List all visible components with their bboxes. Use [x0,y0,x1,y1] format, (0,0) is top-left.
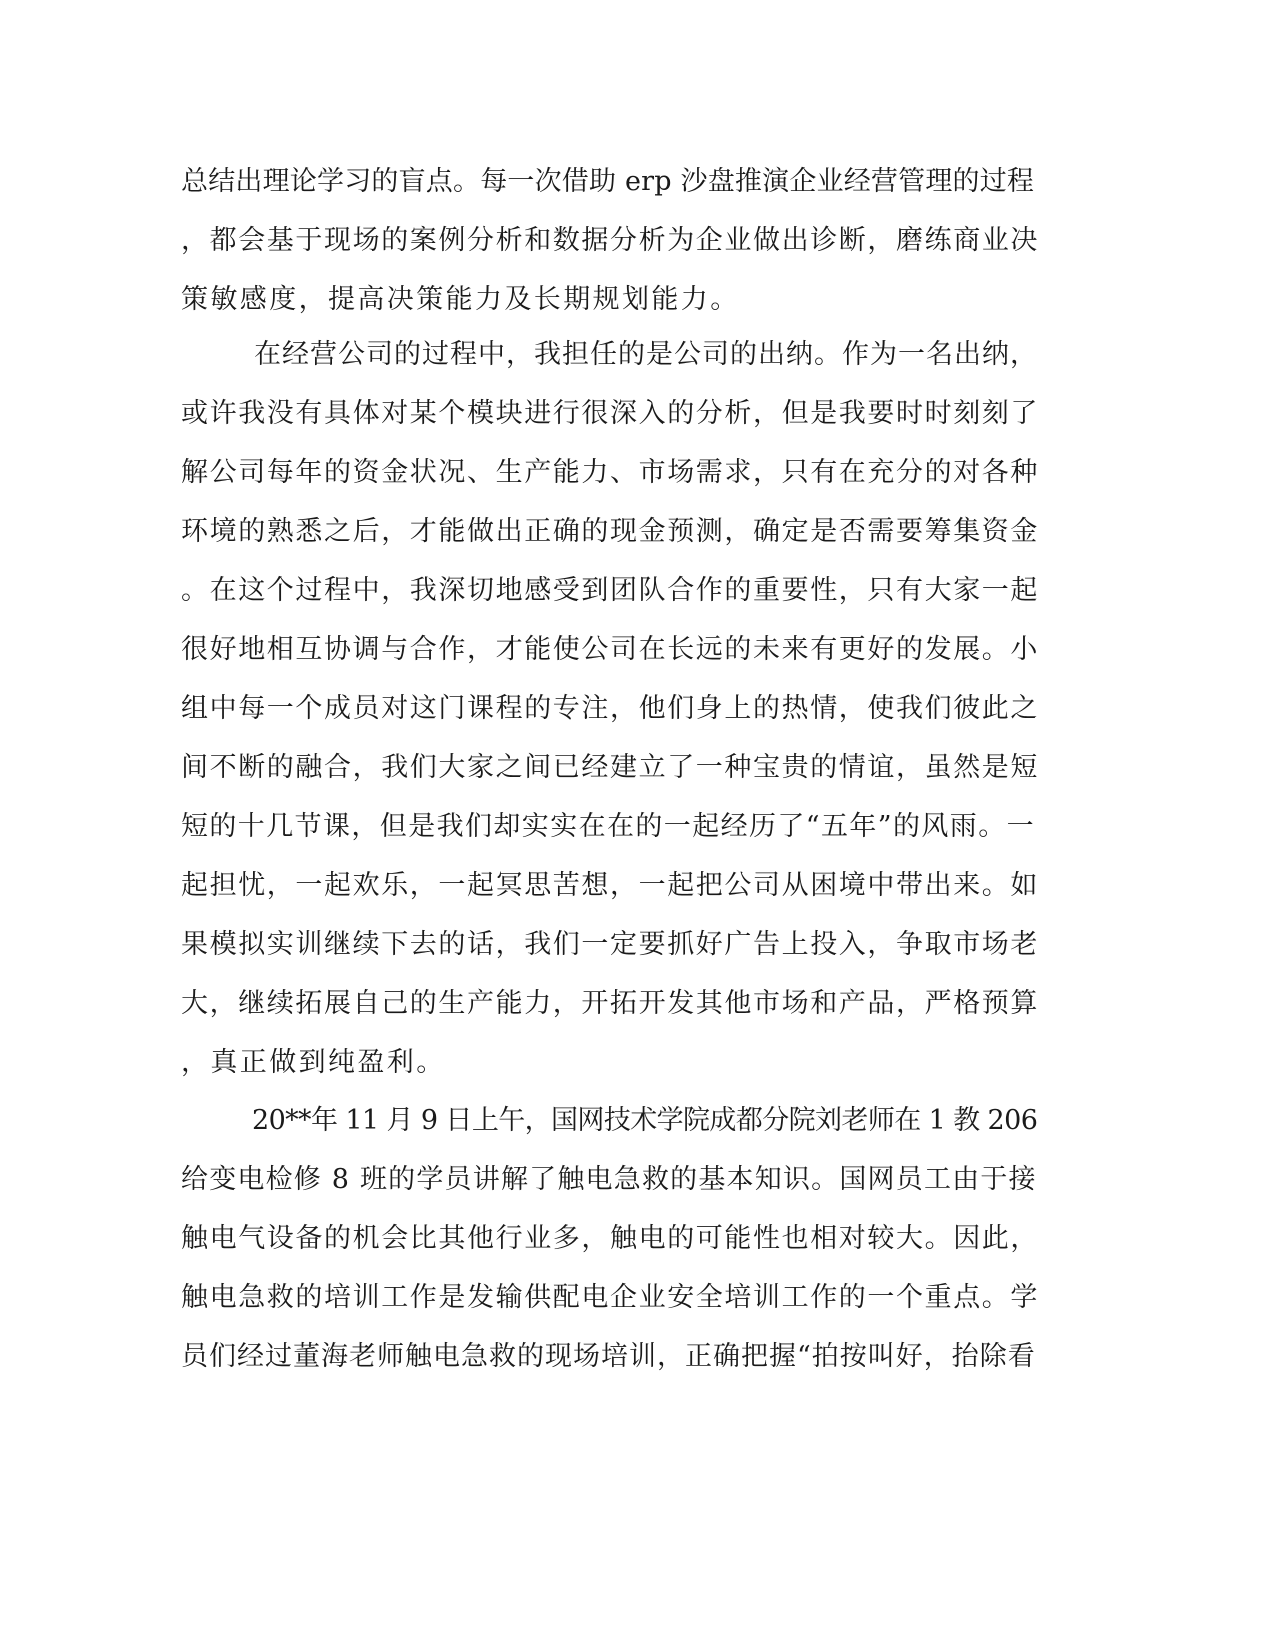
text-line: 起担忧，一起欢乐，一起冥思苦想，一起把公司从困境中带出来。如 [181,870,1039,901]
text-line: 环境的熟悉之后，才能做出正确的现金预测，确定是否需要筹集资金 [181,516,1039,547]
text-line: ，都会基于现场的案例分析和数据分析为企业做出诊断，磨练商业决 [181,225,1039,256]
text-line: 策敏感度，提高决策能力及长期规划能力。 [181,284,740,315]
text-line: 解公司每年的资金状况、生产能力、市场需求，只有在充分的对各种 [181,457,1039,488]
text-line: 很好地相互协调与合作，才能使公司在长远的未来有更好的发展。小 [181,634,1039,665]
text-line: 短的十几节课，但是我们却实实在在的一起经历了“五年”的风雨。一 [181,811,1036,842]
text-line: 果模拟实训继续下去的话，我们一定要抓好广告上投入，争取市场老 [181,929,1039,960]
text-line: 或许我没有具体对某个模块进行很深入的分析，但是我要时时刻刻了 [181,398,1039,429]
text-line: 给变电检修 8 班的学员讲解了触电急救的基本知识。国网员工由于接 [181,1164,1037,1195]
text-line: 间不断的融合，我们大家之间已经建立了一种宝贵的情谊，虽然是短 [181,752,1039,783]
text-line: 员们经过董海老师触电急救的现场培训，正确把握“拍按叫好，抬除看 [181,1341,1036,1372]
text-line: 触电急救的培训工作是发输供配电企业安全培训工作的一个重点。学 [181,1282,1039,1313]
text-line: 组中每一个成员对这门课程的专注，他们身上的热情，使我们彼此之 [181,693,1039,724]
text-line: ，真正做到纯盈利。 [181,1047,446,1078]
text-line: 总结出理论学习的盲点。每一次借助 erp 沙盘推演企业经营管理的过程 [181,166,1035,197]
text-line: 大，继续拓展自己的生产能力，开拓开发其他市场和产品，严格预算 [181,988,1039,1019]
text-line: 触电气设备的机会比其他行业多，触电的可能性也相对较大。因此， [181,1223,1039,1254]
text-line: 。在这个过程中，我深切地感受到团队合作的重要性，只有大家一起 [181,575,1039,606]
text-line: 在经营公司的过程中，我担任的是公司的出纳。作为一名出纳， [254,339,1038,370]
text-line: 20**年 11 月 9 日上午，国网技术学院成都分院刘老师在 1 教 206 [252,1105,1038,1136]
